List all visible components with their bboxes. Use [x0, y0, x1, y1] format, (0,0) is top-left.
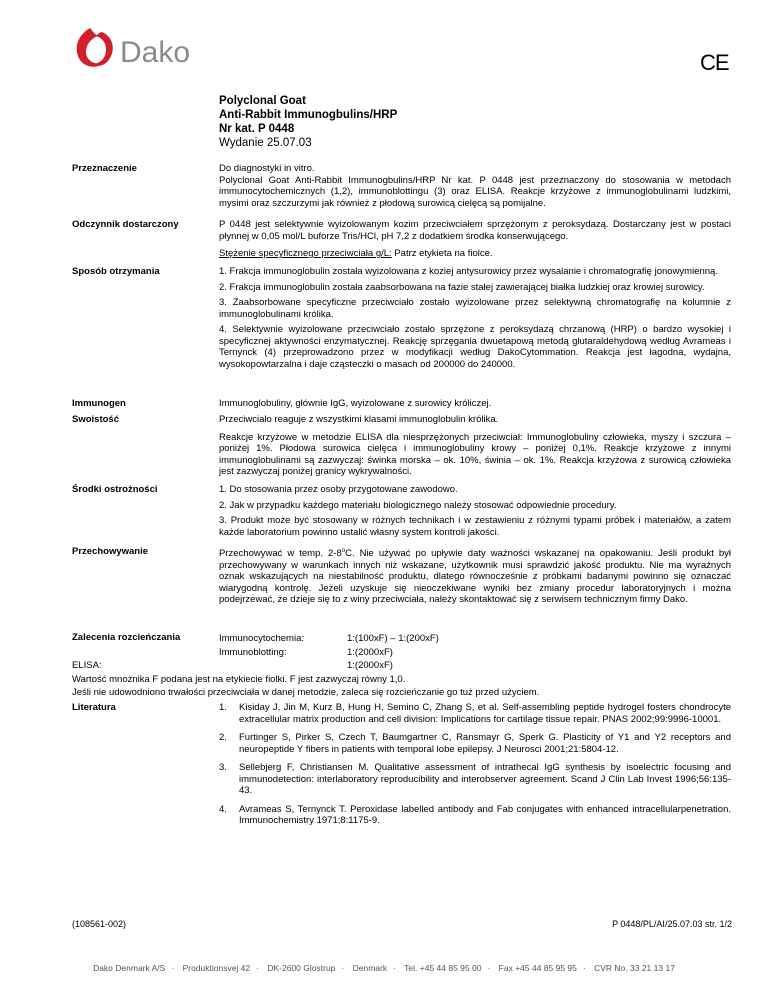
dilution-value: 1:(100xF) – 1:(200xF)	[347, 633, 439, 644]
reference-text: Sellebjerg F, Christiansen M. Qualitative assessment of intrathecal IgG synthesis by isoelectric focusing and immunodetection: interlaboratory reproducibility and interobserver agreement. Scand J Clin Lab Invest 1996;56:135-43.	[239, 762, 731, 796]
paragraph: Polyclonal Goat Anti-Rabbit Immunogbulins/HRP Nr kat. P 0448 jest przeznaczony do stosowania w metodach immunocytochemicznych (1,2), immunoblottingu (3) oraz ELISA. Reakcje krzyżowe z immunoglobulinami ludzkimi, mysimi oraz szczurzymi jak również z płodową surowicą cielęcą są pomijalne.	[219, 174, 731, 209]
separator-dot: ·	[582, 963, 586, 973]
reference-item	[219, 732, 731, 755]
paragraph: Reakcje krzyżowe w metodzie ELISA dla niesprzężonych przeciwciał: Immunoglobuliny człowieka, myszy i szczura – poniżej 1%. Płodowa surowica cielęca i immunoglobuliny krowy – poniżej 0,1%. Reakcje krzyżowe z innymi immunoglobulinami są zazwyczaj: świnka morska – ok. 10%, świnia – ok. 1%. Reakcja krzyżowa z surowicą człowieka jest zazwyczaj poniżej granicy wykrywalności.	[219, 431, 731, 477]
catalog-number: Nr kat. P 0448	[219, 123, 295, 135]
section-label: Zalecenia rozcieńczania	[72, 632, 181, 643]
storage-text-a: Przechowywać w temp. 2-8	[219, 548, 342, 560]
reference-text: Furtinger S, Pirker S, Czech T, Baumgartner C, Ransmayr G, Sperk G. Plasticity of Y1 and Y2 receptors and neuropeptide Y fibers in patients with temporal lobe epilepsy. J Neurosci 2001;21:5804-12.	[239, 732, 731, 755]
section-body	[219, 484, 731, 542]
document-code: (108561-002)	[72, 919, 127, 929]
degree-symbol: o	[341, 548, 346, 554]
address-part: Denmark	[352, 963, 388, 973]
section-label: Literatura	[72, 702, 116, 713]
dilution-method: ELISA:	[72, 660, 102, 671]
section-label: Przeznaczenie	[72, 163, 137, 174]
dilution-row	[219, 632, 731, 646]
dilution-row	[219, 646, 731, 660]
page-reference: P 0448/PL/AI/25.07.03 str. 1/2	[612, 919, 732, 929]
section-body: Immunoglobuliny, głównie IgG, wyizolowane z surowicy króliczej.	[219, 398, 492, 409]
list-item: 1. Do stosowania przez osoby przygotowane zawodowo.	[219, 484, 458, 495]
address-part: Tel. +45 44 85 95 00	[404, 963, 482, 973]
section-label: Środki ostrożności	[72, 484, 158, 495]
section-body	[219, 414, 731, 482]
address-part: Dako Denmark A/S	[93, 963, 166, 973]
product-name-line1: Polyclonal Goat	[219, 95, 306, 107]
section-body	[219, 632, 731, 659]
list-item: 3. Produkt może być stosowany w różnych technikach i w zestawieniu z różnymi typami próbek i materiałów, a zatem każde laboratorium powinno ustalić własny system kontroli jakości.	[219, 515, 731, 538]
ce-mark: CE	[700, 50, 729, 75]
edition-date: Wydanie 25.07.03	[219, 137, 312, 149]
paragraph: Do diagnostyki in vitro.	[219, 163, 315, 174]
list-item: 4. Selektywnie wyizolowane przeciwciało zostało sprzężone z peroksydazą chrzanową (HRP) o bardzo wysokiej i specyficznej aktywności enzymatycznej. Reakcję sprzęgania dwuetapową metodą glutaraldehydową według Avrameas i Ternynck (4) przeprowadzono przez w modyfikacji według DakoCytommation. Reakcja jest łagodna, wydajna, wysokopowtarzalna i daje cząsteczki o masach od 200000 do 240000.	[219, 324, 731, 370]
address-part: Fax +45 44 85 95 95	[498, 963, 577, 973]
dilution-continued	[72, 659, 732, 700]
separator-dot: ·	[487, 963, 491, 973]
storage-text-b: C. Nie używać po upływie daty ważności wskazanej na opakowaniu. Jeśli produkt był przechowywany w warunkach innych niż wskazane, użytkownik musi sprawdzić jakość produktu. Nie ma wyraźnych oznak wskazujących na niestabilność produktu, dlatego równocześnie z próbkami badanymi powinno się oznaczać wiarygodną kontrolę. Jeżeli uzyskuje się nieoczekiwane wyniki bez zmiany procedur laboratoryjnych i można podejrzewać, że dzieje się to z winy przeciwciała, należy skontaktować się z serwisem technicznym firmy Dako.	[219, 548, 731, 606]
dilution-method: Immunocytochemia:	[219, 633, 305, 644]
dako-logo-text: Dako	[120, 36, 191, 69]
list-item: 1. Frakcja immunoglobulin została wyizolowana z koziej antysurowicy przez wysalanie i chromatografię jonowymienną.	[219, 266, 718, 277]
title-block	[219, 94, 397, 150]
section-body	[219, 163, 731, 213]
dilution-value: 1:(2000xF)	[347, 660, 393, 671]
reference-text: Avrameas S, Ternynck T. Peroxidase labelled antibody and Fab conjugates with enhanced intracellularpenetration. Immunochemistry 1971;8:1175-9.	[239, 803, 731, 826]
dilution-note: Wartość mnożnika F podana jest na etykiecie fiolki. F jest zazwyczaj równy 1,0.	[72, 673, 406, 685]
dilution-value: 1:(2000xF)	[347, 646, 393, 658]
list-item: 3. Zaabsorbowane specyficzne przeciwciało zostało wyizolowane przez selektywną chromatografię na kolumnie z immunoglobulinami królika.	[219, 297, 731, 320]
list-item: 2. Jak w przypadku każdego materiału biologicznego należy stosować odpowiednie procedury.	[219, 499, 617, 511]
section-body	[219, 546, 731, 606]
separator-dot: ·	[256, 963, 259, 973]
address-part: Produktionsvej 42	[182, 963, 251, 973]
section-label: Swoistość	[72, 414, 119, 425]
dilution-row	[72, 659, 732, 673]
dilution-note: Jeśli nie udowodniono trwałości przeciwciała w danej metodzie, zaleca się rozcieńczanie go tuż przed użyciem.	[72, 687, 540, 698]
section-label: Odczynnik dostarczony	[72, 219, 179, 230]
section-label: Przechowywanie	[72, 546, 149, 557]
reference-text: Kisiday J, Jin M, Kurz B, Hung H, Semino C, Zhang S, et al. Self-assembling peptide hydrogel fosters chondrocyte extracellular matrix production and cell division: Implications for cartilage tissue repair. PNAS 2002;99:9996-10001.	[239, 702, 731, 725]
reference-item	[219, 804, 731, 827]
section-label: Immunogen	[72, 398, 126, 409]
reference-number: 2.	[219, 732, 227, 743]
address-part: DK-2600 Glostrup	[267, 963, 336, 973]
address-part: CVR No. 33 21 13 17	[594, 963, 675, 973]
separator-dot: ·	[171, 963, 175, 973]
paragraph: P 0448 jest selektywnie wyizolowanym kozim przeciwciałem sprzężonym z peroksydazą. Dostarczany jest w postaci płynnej w 0,05 mol/L buforze Tris/HCl, pH 7,2 z dodatkiem środka konserwującego.	[219, 219, 731, 242]
reference-number: 1.	[219, 702, 227, 713]
concentration-text: Patrz etykieta na fiolce.	[391, 248, 493, 259]
list-item: 2. Frakcja immunoglobulin została zaabsorbowana na fazie stałej zawierającej białka ludzkiej oraz krowiej surowicy.	[219, 281, 705, 293]
section-label: Sposób otrzymania	[72, 266, 160, 277]
separator-dot: ·	[393, 963, 396, 973]
paragraph	[219, 248, 731, 260]
dilution-method: Immunoblotting:	[219, 646, 287, 658]
reference-number: 4.	[219, 803, 227, 815]
section-body	[219, 219, 731, 264]
dako-logo	[72, 24, 212, 74]
section-body	[219, 266, 731, 374]
reference-item	[219, 702, 731, 725]
concentration-label: Stężenie specyficznego przeciwciała g/L:	[219, 248, 392, 259]
section-body	[219, 702, 731, 834]
product-name-line2: Anti-Rabbit Immunogbulins/HRP	[219, 109, 398, 121]
reference-number: 3.	[219, 762, 227, 773]
paragraph: Przeciwciało reaguje z wszystkimi klasami immunoglobulin królika.	[219, 414, 499, 425]
reference-item	[219, 762, 731, 797]
separator-dot: ·	[341, 963, 345, 973]
company-address	[0, 963, 768, 973]
